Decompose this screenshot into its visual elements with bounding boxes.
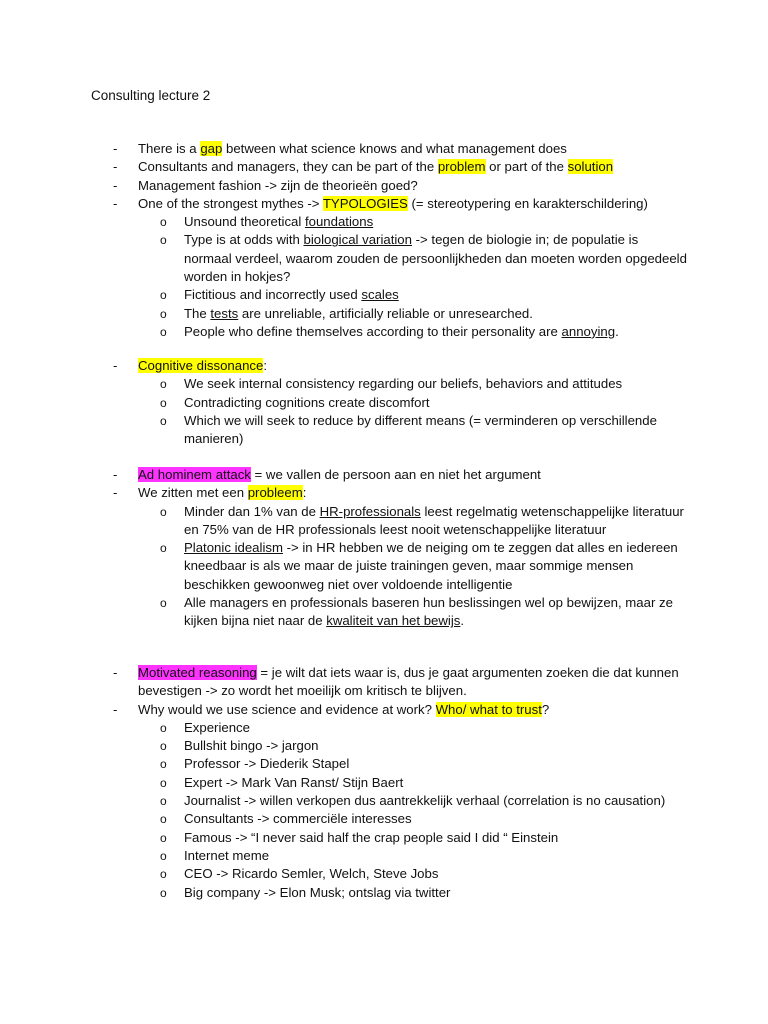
circle-marker: o [160, 324, 167, 339]
dash-marker: - [113, 358, 118, 373]
circle-marker: o [160, 377, 167, 392]
highlight-yellow: Who/ what to trust [435, 701, 542, 717]
sub-list-item: o Unsound theoretical foundations [0, 213, 688, 231]
sub-list-item: o Platonic idealism -> in HR hebben we de neiging om te zeggen dat alles en iedereen kneedbaar is als we maar de juiste trainingen geven, maar sommige mensen beschikken gewoonweg niet over voldoende intelligentie [160, 540, 678, 592]
underlined-text: foundations [304, 214, 374, 230]
document-title: Consulting lecture 2 [91, 88, 211, 103]
dash-marker: - [113, 467, 118, 482]
sub-list-item: o Journalist -> willen verkopen dus aantrekkelijk verhaal (correlation is no causation) [0, 792, 688, 810]
sub-list-item: o Minder dan 1% van de HR-professionals leest regelmatig wetenschappelijke literatuur en 75% van de HR professionals leest nooit wetenschappelijke literatuur [160, 503, 684, 537]
circle-marker: o [160, 504, 167, 519]
list-item: - Ad hominem attack = we vallen de persoon aan en niet het argument [0, 466, 688, 484]
sub-list-item: o We seek internal consistency regarding our beliefs, behaviors and attitudes [0, 375, 688, 393]
underlined-text: annoying [561, 323, 616, 339]
circle-marker: o [160, 885, 167, 900]
circle-marker: o [160, 306, 167, 321]
circle-marker: o [160, 395, 167, 410]
underlined-text: HR-professionals [319, 503, 421, 519]
circle-marker: o [160, 867, 167, 882]
circle-marker: o [160, 775, 167, 790]
section-cognitive-dissonance [0, 357, 768, 448]
highlight-magenta: Ad hominem attack [138, 467, 251, 482]
dash-marker: - [113, 485, 118, 501]
circle-marker: o [160, 848, 167, 863]
list-item: - Why would we use science and evidence at work? Who/ what to trust? [0, 701, 688, 719]
section-typologies [0, 140, 768, 341]
sub-list-item: o Big company -> Elon Musk; ontslag via twitter [0, 884, 688, 902]
circle-marker: o [160, 541, 167, 556]
list-item: - Management fashion -> zijn de theorieën goed? [0, 177, 688, 195]
circle-marker: o [160, 215, 167, 230]
section-motivated-reasoning [0, 664, 768, 902]
list-item: - One of the strongest mythes -> TYPOLOGIES (= stereotypering en karakterschildering) [0, 195, 688, 213]
highlight-magenta: Motivated reasoning [138, 665, 257, 680]
sub-list-item: o Expert -> Mark Van Ranst/ Stijn Baert [0, 774, 688, 792]
dash-marker: - [113, 159, 118, 175]
highlight-yellow: problem [437, 159, 486, 175]
circle-marker: o [160, 830, 167, 845]
highlight-yellow: Cognitive dissonance [138, 358, 264, 373]
dash-marker: - [113, 177, 118, 193]
sub-list-item: o Consultants -> commerciële interesses [0, 810, 688, 828]
sub-list-item: o Contradicting cognitions create discomfort [0, 394, 688, 412]
sub-list-item: o Bullshit bingo -> jargon [0, 737, 688, 755]
circle-marker: o [160, 233, 167, 248]
dash-marker: - [113, 195, 118, 211]
circle-marker: o [160, 288, 167, 303]
list-item: - We zitten met een probleem: [0, 484, 688, 502]
list-item: - Cognitive dissonance: [0, 357, 688, 375]
sub-list-item: o Fictitious and incorrectly used scales [0, 286, 688, 304]
circle-marker: o [160, 757, 167, 772]
underlined-text: biological variation [303, 232, 412, 248]
sub-list-item: o Experience [0, 719, 688, 737]
sub-list-item: o Internet meme [0, 847, 688, 865]
underlined-text: tests [210, 305, 239, 321]
highlight-yellow: TYPOLOGIES [322, 195, 408, 211]
sub-list-item: o Famous -> “I never said half the crap people said I did “ Einstein [0, 829, 688, 847]
list-item: - Consultants and managers, they can be part of the problem or part of the solution [0, 158, 688, 176]
sub-list-item: o CEO -> Ricardo Semler, Welch, Steve Jobs [0, 865, 688, 883]
sub-list-item: o People who define themselves according to their personality are annoying. [0, 323, 688, 341]
circle-marker: o [160, 794, 167, 809]
sub-list-item: o Type is at odds with biological variation -> tegen de biologie in; de populatie is normaal verdeel, waarom zouden de persoonlijkheden dan moeten worden opgedeeld worden in hokjes? [160, 232, 687, 285]
section-ad-hominem [0, 466, 768, 631]
underlined-text: kwaliteit van het bewijs [326, 613, 461, 629]
sub-list-item: o The tests are unreliable, artificially reliable or unresearched. [0, 305, 688, 323]
circle-marker: o [160, 739, 167, 754]
highlight-yellow: gap [200, 141, 223, 156]
list-item: - There is a gap between what science knows and what management does [0, 140, 688, 158]
sub-list-item: o Professor -> Diederik Stapel [0, 755, 688, 773]
circle-marker: o [160, 596, 167, 611]
sub-list-item: o Which we will seek to reduce by different means (= verminderen op verschillende manieren) [160, 412, 657, 447]
dash-marker: - [113, 701, 118, 717]
sub-list-item: o Alle managers en professionals baseren hun beslissingen wel op bewijzen, maar ze kijken bijna niet naar de kwaliteit van het bewijs. [160, 595, 673, 629]
highlight-yellow: solution [567, 159, 614, 175]
underlined-text: Platonic idealism [184, 540, 283, 556]
circle-marker: o [160, 720, 167, 735]
dash-marker: - [113, 141, 118, 156]
dash-marker: - [113, 665, 118, 680]
highlight-yellow: probleem [247, 485, 303, 501]
underlined-text: scales [361, 287, 399, 303]
list-item: - Motivated reasoning = je wilt dat iets waar is, dus je gaat argumenten zoeken die dat kunnen bevestigen -> zo wordt het moeilijk om kritisch te blijven. [113, 665, 679, 699]
circle-marker: o [160, 413, 167, 428]
circle-marker: o [160, 812, 167, 827]
